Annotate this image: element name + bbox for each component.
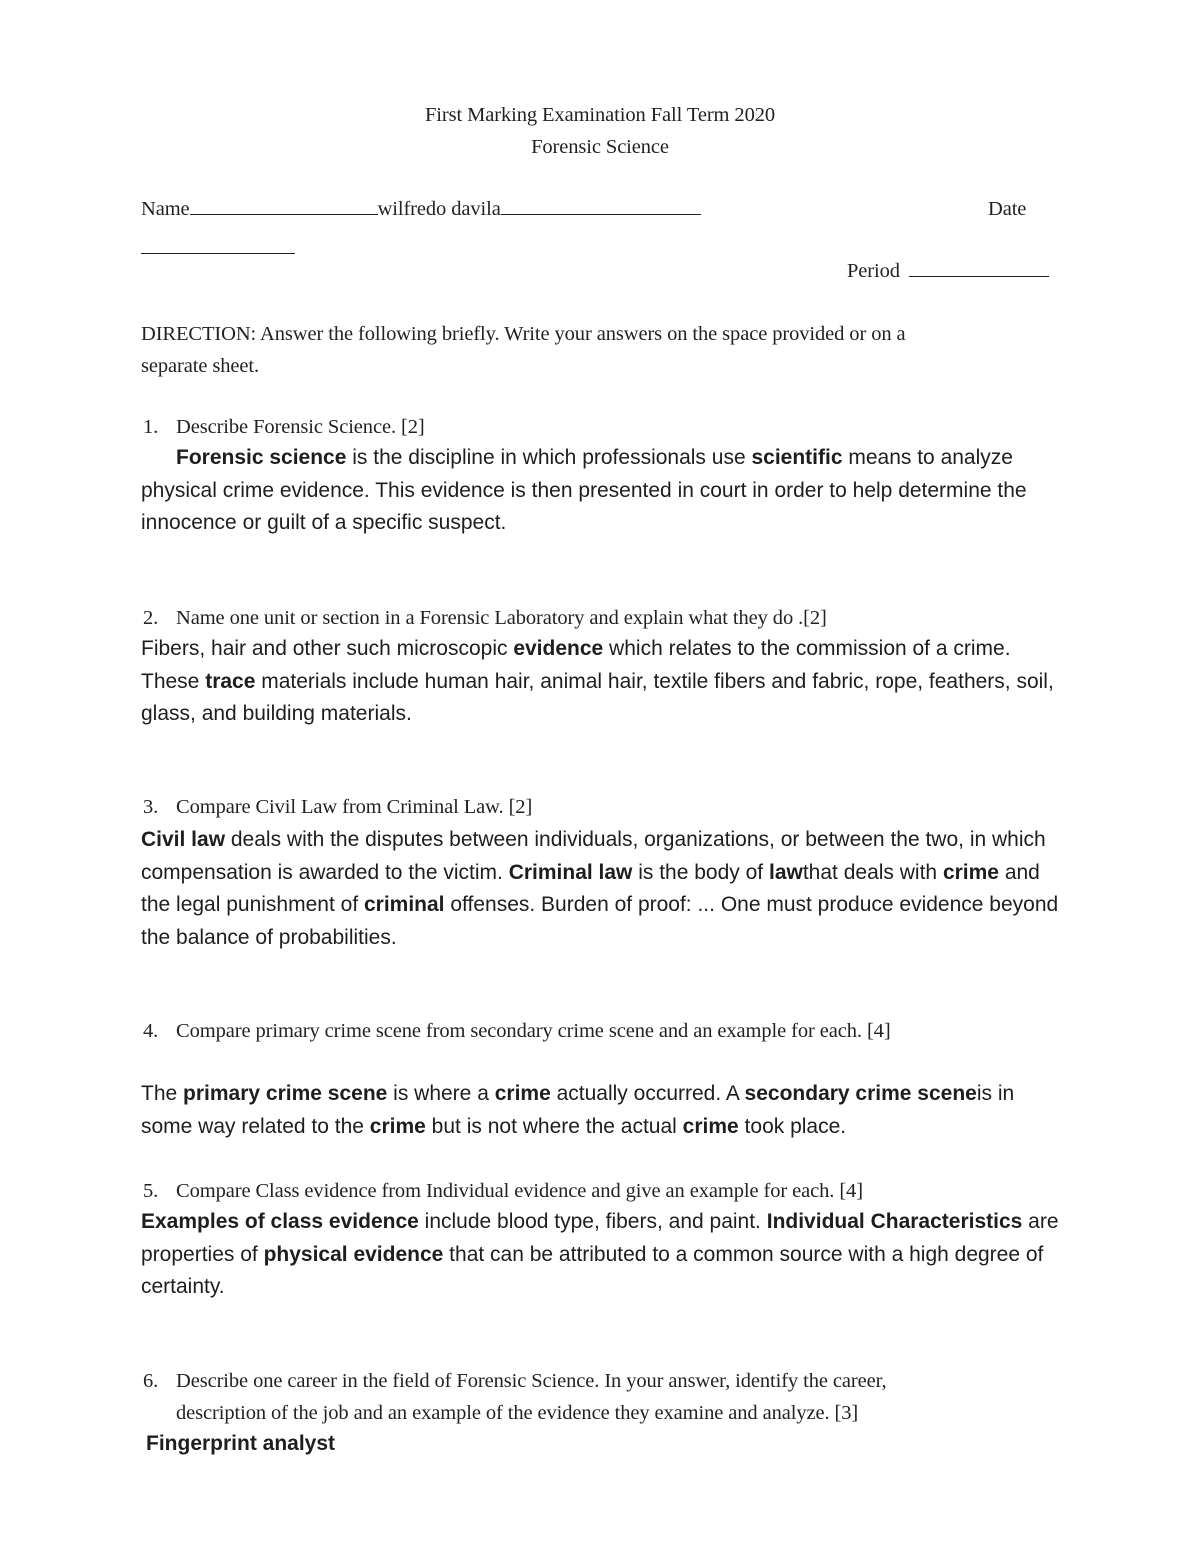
question-number: 6. [143,1370,159,1392]
answer-4 [141,1078,1041,1143]
answer-bold-text: crime [942,860,999,884]
answer-text: actually occurred. A [550,1082,745,1105]
answer-bold-text: Civil law [141,828,226,851]
date-blank[interactable] [141,252,295,254]
answer-text: and the legal punishment of [141,860,1040,916]
answer-text: is in some way related to the [141,1082,1015,1138]
question-number: 1. [143,416,159,438]
question-6 [143,1370,1063,1393]
answer-bold-text: trace [205,669,256,693]
answer-bold-text: Individual Characteristics [766,1210,1023,1233]
answer-bold-text: scientific [751,446,843,469]
question-text: Compare primary crime scene from secondary crime scene and an example for each. [4] [176,1020,891,1042]
answer-text: materials include human hair, animal hair, textile fibers and fabric, rope, feathers, soil, glass, and building materials. [141,669,1054,725]
question-text: Describe one career in the field of Forensic Science. In your answer, identify the career, [176,1370,887,1392]
question-number: 3. [143,796,159,818]
answer-text: but is not where the actual [425,1114,683,1138]
answer-3 [141,824,1071,954]
answer-1 [141,442,1071,540]
answer-2 [141,633,1071,731]
question-1 [143,416,1063,439]
date-label: Date [988,198,1027,220]
question-text: Name one unit or section in a Forensic Laboratory and explain what they do .[2] [176,607,827,629]
name-blank-before[interactable] [190,213,378,215]
question-2 [143,607,1063,630]
answer-text: which relates to the commission of a crime. These [141,637,1011,693]
question-text: Compare Civil Law from Criminal Law. [2] [176,796,533,818]
name-blank-after[interactable] [501,213,701,215]
answer-text: means to analyze physical crime evidence. This evidence is then presented in court in order to help determine the innocence or guilt of a specific suspect. [141,446,1027,534]
exam-title: First Marking Examination Fall Term 2020 [424,104,776,126]
answer-text: that can be attributed to a common source with a high degree of certainty. [141,1242,1044,1298]
answer-5 [141,1206,1071,1304]
answer-bold-text: crime [682,1114,739,1138]
answer-bold-text: Fingerprint analyst [146,1432,336,1455]
answer-text: that deals with [802,860,943,884]
answer-bold-text: physical evidence [263,1242,444,1266]
answer-text: The [141,1082,184,1105]
question-3 [143,796,1063,819]
question-5 [143,1180,1063,1203]
answer-bold-text: secondary crime scene [744,1082,977,1105]
answer-bold-text: Criminal law [508,860,633,884]
question-number: 4. [143,1020,159,1042]
answer-text: is the body of [632,860,769,884]
answer-bold-text: criminal [363,893,445,916]
answer-bold-text: crime [494,1082,551,1105]
answer-text: took place. [738,1114,847,1138]
answer-bold-text: primary crime scene [183,1082,388,1105]
question-number: 5. [143,1180,159,1202]
name-value[interactable]: wilfredo davila [377,198,501,220]
answer-bold-text: evidence [513,637,604,660]
exam-subject: Forensic Science [531,136,669,158]
period-label: Period [847,260,900,282]
name-label: Name [141,198,190,220]
period-blank[interactable] [909,275,1049,277]
answer-text: are properties of [141,1210,1059,1266]
answer-bold-text: Examples of class evidence [141,1210,419,1233]
answer-text: is where a [387,1082,495,1105]
period-row [847,260,1049,283]
answer-6 [146,1428,1076,1461]
answer-text: include blood type, fibers, and paint. [418,1210,767,1233]
question-text: Describe Forensic Science. [2] [176,416,425,438]
question-text: Compare Class evidence from Individual evidence and give an example for each. [4] [176,1180,863,1202]
question-number: 2. [143,607,159,629]
name-row [141,198,701,221]
answer-bold-text: Forensic science [176,446,347,469]
answer-text: Fibers, hair and other such microscopic [141,637,514,660]
answer-text: offenses. Burden of proof: ... One must produce evidence beyond the balance of probabilities. [141,893,1059,949]
answer-bold-text: law [768,860,803,884]
question-4 [143,1020,1063,1043]
direction-line-1: DIRECTION: Answer the following briefly. Write your answers on the space provided or on a [141,323,906,345]
answer-text: deals with the disputes between individuals, organizations, or between the two, in which compensation is awarded to the victim. [141,828,1046,884]
direction-line-2: separate sheet. [141,355,260,377]
question-6-continued: description of the job and an example of the evidence they examine and analyze. [3] [176,1402,859,1424]
answer-bold-text: crime [369,1114,426,1138]
answer-text: is the discipline in which professionals use [346,446,752,469]
